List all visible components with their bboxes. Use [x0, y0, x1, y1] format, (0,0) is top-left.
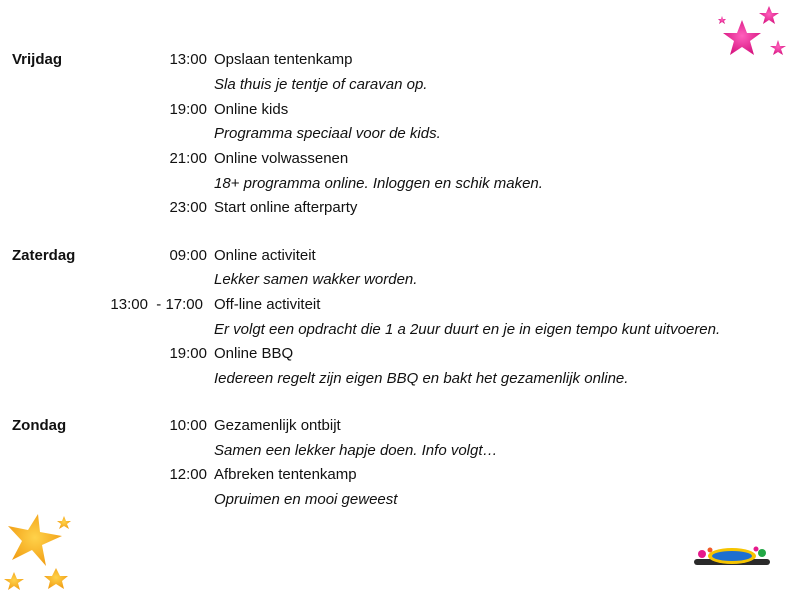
magenta-stars-icon: [712, 4, 792, 66]
yellow-stars-icon: [0, 508, 80, 595]
day-label-zaterdag: Zaterdag: [12, 247, 76, 264]
event-description: Iedereen regelt zijn eigen BBQ en bakt het gezamenlijk online.: [214, 370, 629, 387]
time-slot: 09:00: [169, 247, 207, 264]
event-description: Samen een lekker hapje doen. Info volgt…: [214, 442, 498, 459]
event-title: Online BBQ: [214, 345, 294, 362]
event-title: Afbreken tentenkamp: [214, 466, 357, 483]
event-description: Lekker samen wakker worden.: [214, 271, 418, 288]
event-title: Start online afterparty: [214, 199, 358, 216]
event-title: Online activiteit: [214, 247, 316, 264]
time-slot: 21:00: [169, 150, 207, 167]
event-description: 18+ programma online. Inloggen en schik maken.: [214, 175, 543, 192]
time-slot: 12:00: [169, 466, 207, 483]
time-slot: 19:00: [169, 101, 207, 118]
event-title: Online kids: [214, 101, 289, 118]
event-title: Gezamenlijk ontbijt: [214, 417, 341, 434]
time-slot: 23:00: [169, 199, 207, 216]
time-slot: 19:00: [169, 345, 207, 362]
event-title: Opslaan tentenkamp: [214, 51, 353, 68]
time-range: 13:00 - 17:00: [110, 296, 203, 313]
day-label-zondag: Zondag: [12, 417, 67, 434]
event-description: Er volgt een opdracht die 1 a 2uur duurt en je in eigen tempo kunt uitvoeren.: [214, 321, 721, 338]
event-description: Opruimen en mooi geweest: [214, 491, 398, 508]
party-logo-icon: [694, 545, 770, 567]
event-title: Off-line activiteit: [214, 296, 321, 313]
event-description: Sla thuis je tentje of caravan op.: [214, 76, 428, 93]
day-label-vrijdag: Vrijdag: [12, 51, 63, 68]
event-description: Programma speciaal voor de kids.: [214, 125, 441, 142]
event-title: Online volwassenen: [214, 150, 349, 167]
time-slot: 13:00: [169, 51, 207, 68]
time-slot: 10:00: [169, 417, 207, 434]
